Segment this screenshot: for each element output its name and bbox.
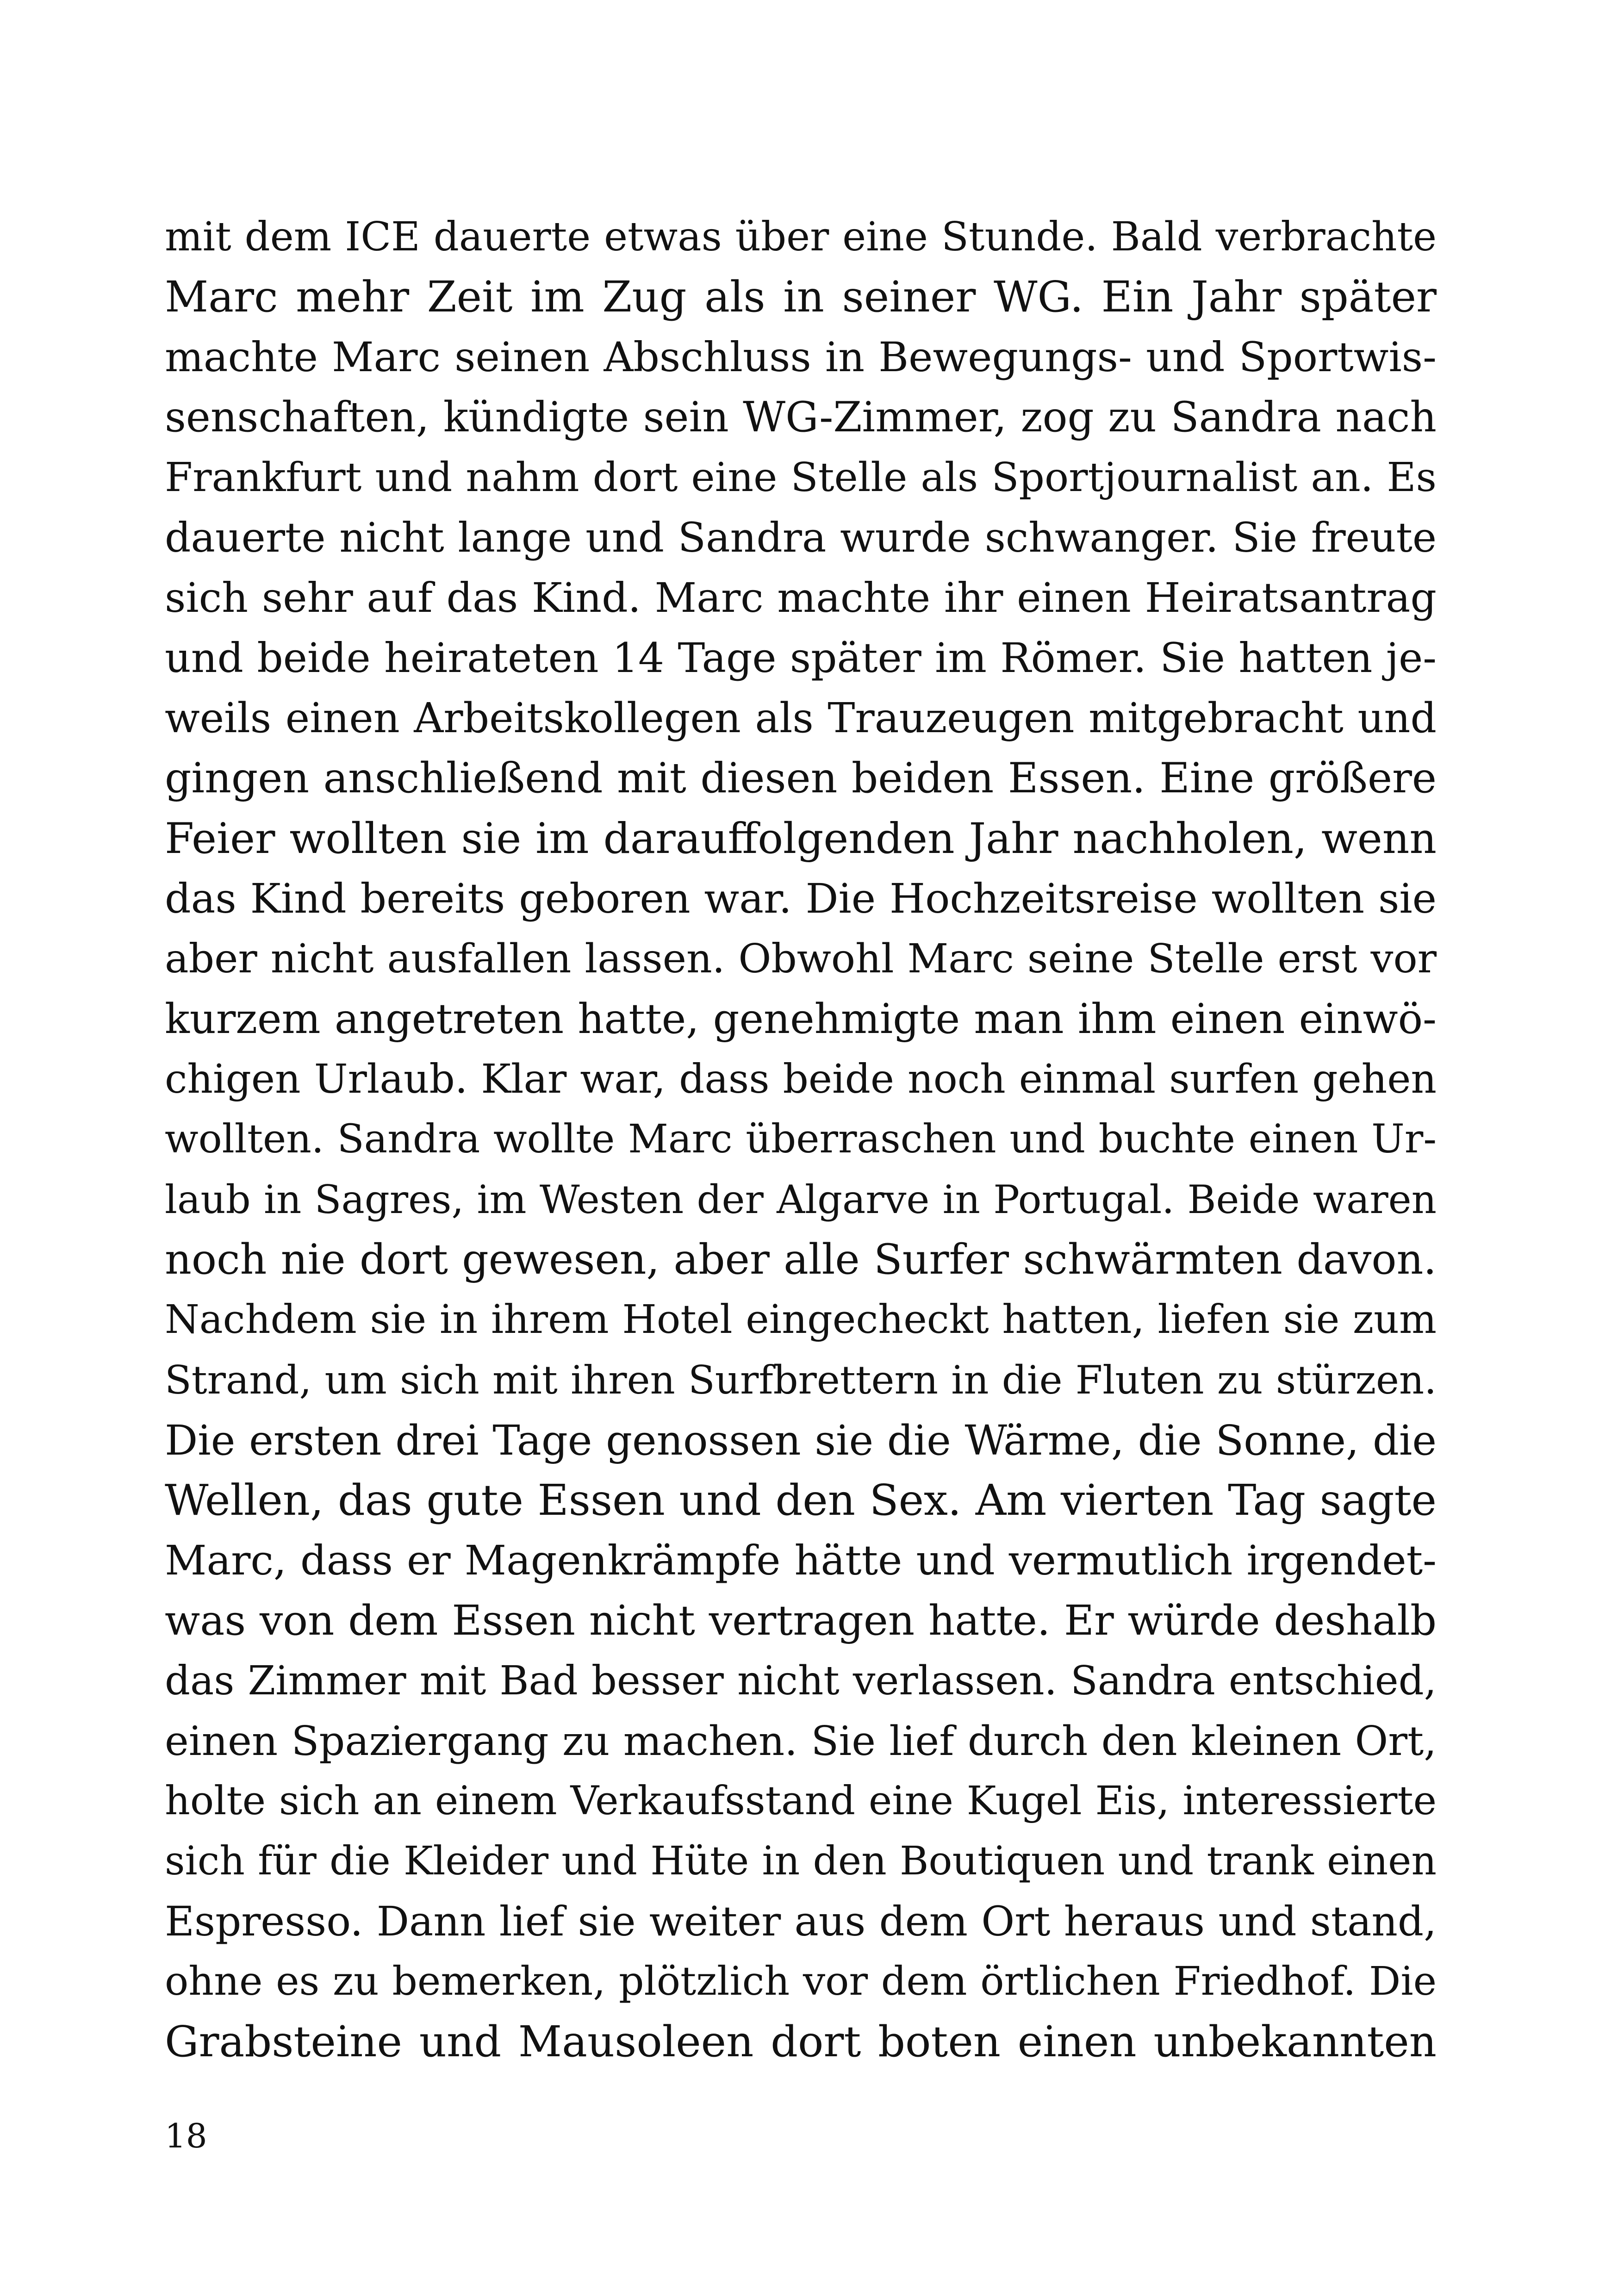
text-line: holte sich an einem Verkaufsstand eine Kugel Eis, interessierte bbox=[165, 1778, 1437, 1824]
text-line: dauerte nicht lange und Sandra wurde schwanger. Sie freute bbox=[165, 514, 1437, 561]
text-line: mit dem ICE dauerte etwas über eine Stunde. Bald verbrachte bbox=[165, 214, 1437, 260]
body-text bbox=[165, 207, 1437, 2072]
text-line: Nachdem sie in ihrem Hotel eingecheckt hatten, liefen sie zum bbox=[165, 1297, 1437, 1343]
text-line: was von dem Essen nicht vertragen hatte. Er würde deshalb bbox=[165, 1597, 1437, 1645]
text-line: Frankfurt und nahm dort eine Stelle als Sportjournalist an. Es bbox=[165, 454, 1437, 501]
text-line: Feier wollten sie im darauffolgenden Jahr nachholen, wenn bbox=[165, 814, 1437, 863]
text-line: wollten. Sandra wollte Marc überraschen und buchte einen Ur- bbox=[165, 1116, 1437, 1162]
text-line: Die ersten drei Tage genossen sie die Wärme, die Sonne, die bbox=[165, 1416, 1437, 1464]
text-line: Grabsteine und Mausoleen dort boten einen unbekannten bbox=[165, 2017, 1437, 2066]
text-line: weils einen Arbeitskollegen als Trauzeugen mitgebracht und bbox=[165, 694, 1437, 742]
text-line: senschaften, kündigte sein WG-Zimmer, zog zu Sandra nach bbox=[165, 393, 1437, 442]
text-line: chigen Urlaub. Klar war, dass beide noch einmal surfen gehen bbox=[165, 1056, 1437, 1102]
text-line: kurzem angetreten hatte, genehmigte man ihm einen einwö- bbox=[165, 995, 1437, 1043]
text-line: das Kind bereits geboren war. Die Hochzeitsreise wollten sie bbox=[165, 875, 1437, 922]
text-line: das Zimmer mit Bad besser nicht verlassen. Sandra entschied, bbox=[165, 1658, 1437, 1704]
text-line: sich sehr auf das Kind. Marc machte ihr einen Heiratsantrag bbox=[165, 574, 1437, 622]
text-line: und beide heirateten 14 Tage später im Römer. Sie hatten je- bbox=[165, 634, 1437, 682]
text-line: Wellen, das gute Essen und den Sex. Am vierten Tag sagte bbox=[165, 1475, 1437, 1525]
text-line: aber nicht ausfallen lassen. Obwohl Marc seine Stelle erst vor bbox=[165, 936, 1437, 982]
text-line: ohne es zu bemerken, plötzlich vor dem örtlichen Friedhof. Die bbox=[165, 1959, 1437, 2004]
page-number: 18 bbox=[165, 2116, 207, 2155]
text-line: gingen anschließend mit diesen beiden Essen. Eine größere bbox=[165, 754, 1437, 803]
text-line: noch nie dort gewesen, aber alle Surfer schwärmten davon. bbox=[165, 1236, 1437, 1284]
text-line: Espresso. Dann lief sie weiter aus dem Ort heraus und stand, bbox=[165, 1898, 1437, 1945]
text-line: machte Marc seinen Abschluss in Bewegungs- und Sportwis- bbox=[165, 333, 1437, 381]
text-line: Strand, um sich mit ihren Surfbrettern in die Fluten zu stürzen. bbox=[165, 1357, 1437, 1403]
text-line: einen Spaziergang zu machen. Sie lief durch den kleinen Ort, bbox=[165, 1717, 1437, 1765]
text-line: Marc, dass er Magenkrämpfe hätte und vermutlich irgendet- bbox=[165, 1537, 1437, 1584]
text-line: sich für die Kleider und Hüte in den Boutiquen und trank einen bbox=[165, 1838, 1437, 1884]
text-line: laub in Sagres, im Westen der Algarve in Portugal. Beide waren bbox=[165, 1177, 1437, 1222]
text-line: Marc mehr Zeit im Zug als in seiner WG. Ein Jahr später bbox=[165, 272, 1437, 322]
